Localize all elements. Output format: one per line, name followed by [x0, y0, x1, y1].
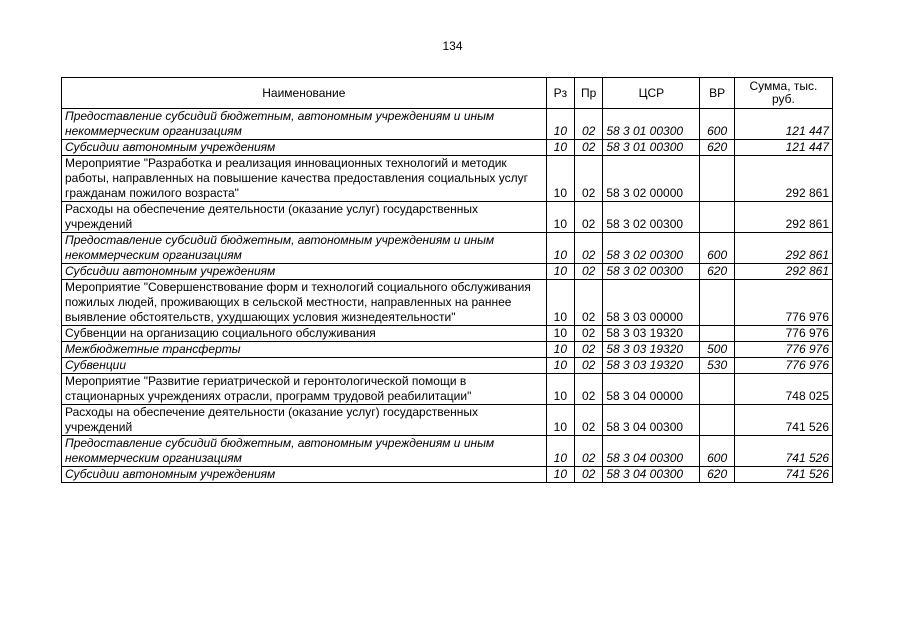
cell-sum: 776 976	[734, 358, 832, 374]
table-row	[62, 109, 833, 140]
cell-rz: 10	[546, 264, 574, 280]
cell-name: Расходы на обеспечение деятельности (оказание услуг) государственных учреждений	[62, 202, 547, 233]
cell-csr: 58 3 01 00300	[603, 140, 700, 156]
cell-pr: 02	[574, 156, 602, 202]
table-header-row	[62, 78, 833, 109]
cell-sum: 748 025	[734, 374, 832, 405]
cell-name: Субвенции на организацию социального обслуживания	[62, 326, 547, 342]
cell-sum: 776 976	[734, 326, 832, 342]
cell-rz: 10	[546, 140, 574, 156]
cell-pr: 02	[574, 109, 602, 140]
cell-name: Предоставление субсидий бюджетным, автономным учреждениям и иным некоммерческим организациям	[62, 436, 547, 467]
cell-rz: 10	[546, 202, 574, 233]
cell-pr: 02	[574, 202, 602, 233]
cell-csr: 58 3 03 19320	[603, 326, 700, 342]
cell-sum: 292 861	[734, 156, 832, 202]
header-name: Наименование	[62, 78, 547, 109]
table-row	[62, 374, 833, 405]
page-number: 134	[442, 39, 463, 53]
table-row	[62, 436, 833, 467]
cell-csr: 58 3 03 19320	[603, 342, 700, 358]
cell-vr: 600	[700, 436, 734, 467]
budget-table	[61, 77, 833, 483]
cell-vr	[700, 374, 734, 405]
cell-pr: 02	[574, 233, 602, 264]
cell-rz: 10	[546, 358, 574, 374]
cell-rz: 10	[546, 374, 574, 405]
cell-sum: 292 861	[734, 264, 832, 280]
cell-csr: 58 3 02 00300	[603, 264, 700, 280]
cell-rz: 10	[546, 280, 574, 326]
table-row	[62, 140, 833, 156]
cell-rz: 10	[546, 233, 574, 264]
cell-rz: 10	[546, 405, 574, 436]
cell-name: Мероприятие "Разработка и реализация инновационных технологий и методик работы, направленных на повышение качества предоставления социальных услуг гражданам пожилого возраста"	[62, 156, 547, 202]
cell-csr: 58 3 04 00300	[603, 436, 700, 467]
cell-sum: 741 526	[734, 467, 832, 483]
cell-sum: 776 976	[734, 342, 832, 358]
cell-pr: 02	[574, 405, 602, 436]
table-row	[62, 467, 833, 483]
cell-rz: 10	[546, 342, 574, 358]
cell-csr: 58 3 02 00300	[603, 202, 700, 233]
table-row	[62, 156, 833, 202]
cell-rz: 10	[546, 326, 574, 342]
cell-name: Субсидии автономным учреждениям	[62, 140, 547, 156]
cell-pr: 02	[574, 264, 602, 280]
cell-pr: 02	[574, 140, 602, 156]
cell-pr: 02	[574, 467, 602, 483]
cell-pr: 02	[574, 280, 602, 326]
cell-rz: 10	[546, 156, 574, 202]
cell-name: Мероприятие "Совершенствование форм и технологий социального обслуживания пожилых людей, проживающих в сельской местности, направленных на раннее выявление обстоятельств, ухудшающих условия жизнедеятельности"	[62, 280, 547, 326]
cell-vr	[700, 280, 734, 326]
cell-name: Субвенции	[62, 358, 547, 374]
cell-csr: 58 3 03 00000	[603, 280, 700, 326]
header-sum: Сумма, тыс. руб.	[734, 78, 832, 109]
cell-vr: 500	[700, 342, 734, 358]
cell-sum: 121 447	[734, 109, 832, 140]
cell-pr: 02	[574, 326, 602, 342]
table-row	[62, 233, 833, 264]
cell-rz: 10	[546, 109, 574, 140]
cell-csr: 58 3 03 19320	[603, 358, 700, 374]
cell-name: Мероприятие "Развитие гериатрической и геронтологической помощи в стационарных учреждениях отрасли, программ трудовой реабилитации"	[62, 374, 547, 405]
cell-rz: 10	[546, 467, 574, 483]
table-row	[62, 264, 833, 280]
header-vr: ВР	[700, 78, 734, 109]
cell-sum: 741 526	[734, 405, 832, 436]
cell-csr: 58 3 01 00300	[603, 109, 700, 140]
cell-vr: 600	[700, 233, 734, 264]
cell-sum: 741 526	[734, 436, 832, 467]
table-row	[62, 358, 833, 374]
cell-sum: 776 976	[734, 280, 832, 326]
table-row	[62, 326, 833, 342]
cell-vr: 620	[700, 264, 734, 280]
cell-name: Субсидии автономным учреждениям	[62, 264, 547, 280]
cell-name: Предоставление субсидий бюджетным, автономным учреждениям и иным некоммерческим организациям	[62, 233, 547, 264]
cell-vr: 620	[700, 467, 734, 483]
header-rz: Рз	[546, 78, 574, 109]
cell-name: Субсидии автономным учреждениям	[62, 467, 547, 483]
cell-vr	[700, 326, 734, 342]
cell-name: Расходы на обеспечение деятельности (оказание услуг) государственных учреждений	[62, 405, 547, 436]
header-pr: Пр	[574, 78, 602, 109]
cell-vr	[700, 202, 734, 233]
cell-vr: 620	[700, 140, 734, 156]
cell-sum: 292 861	[734, 202, 832, 233]
cell-csr: 58 3 02 00000	[603, 156, 700, 202]
cell-rz: 10	[546, 436, 574, 467]
cell-vr: 530	[700, 358, 734, 374]
cell-name: Межбюджетные трансферты	[62, 342, 547, 358]
cell-pr: 02	[574, 358, 602, 374]
cell-csr: 58 3 04 00300	[603, 467, 700, 483]
cell-sum: 121 447	[734, 140, 832, 156]
cell-csr: 58 3 02 00300	[603, 233, 700, 264]
table-body	[62, 109, 833, 483]
cell-name: Предоставление субсидий бюджетным, автономным учреждениям и иным некоммерческим организациям	[62, 109, 547, 140]
cell-sum: 292 861	[734, 233, 832, 264]
cell-csr: 58 3 04 00300	[603, 405, 700, 436]
cell-csr: 58 3 04 00000	[603, 374, 700, 405]
cell-pr: 02	[574, 436, 602, 467]
cell-vr	[700, 405, 734, 436]
cell-vr	[700, 156, 734, 202]
cell-pr: 02	[574, 342, 602, 358]
table-row	[62, 280, 833, 326]
cell-vr: 600	[700, 109, 734, 140]
table-row	[62, 342, 833, 358]
table-row	[62, 202, 833, 233]
header-csr: ЦСР	[603, 78, 700, 109]
table-row	[62, 405, 833, 436]
cell-pr: 02	[574, 374, 602, 405]
